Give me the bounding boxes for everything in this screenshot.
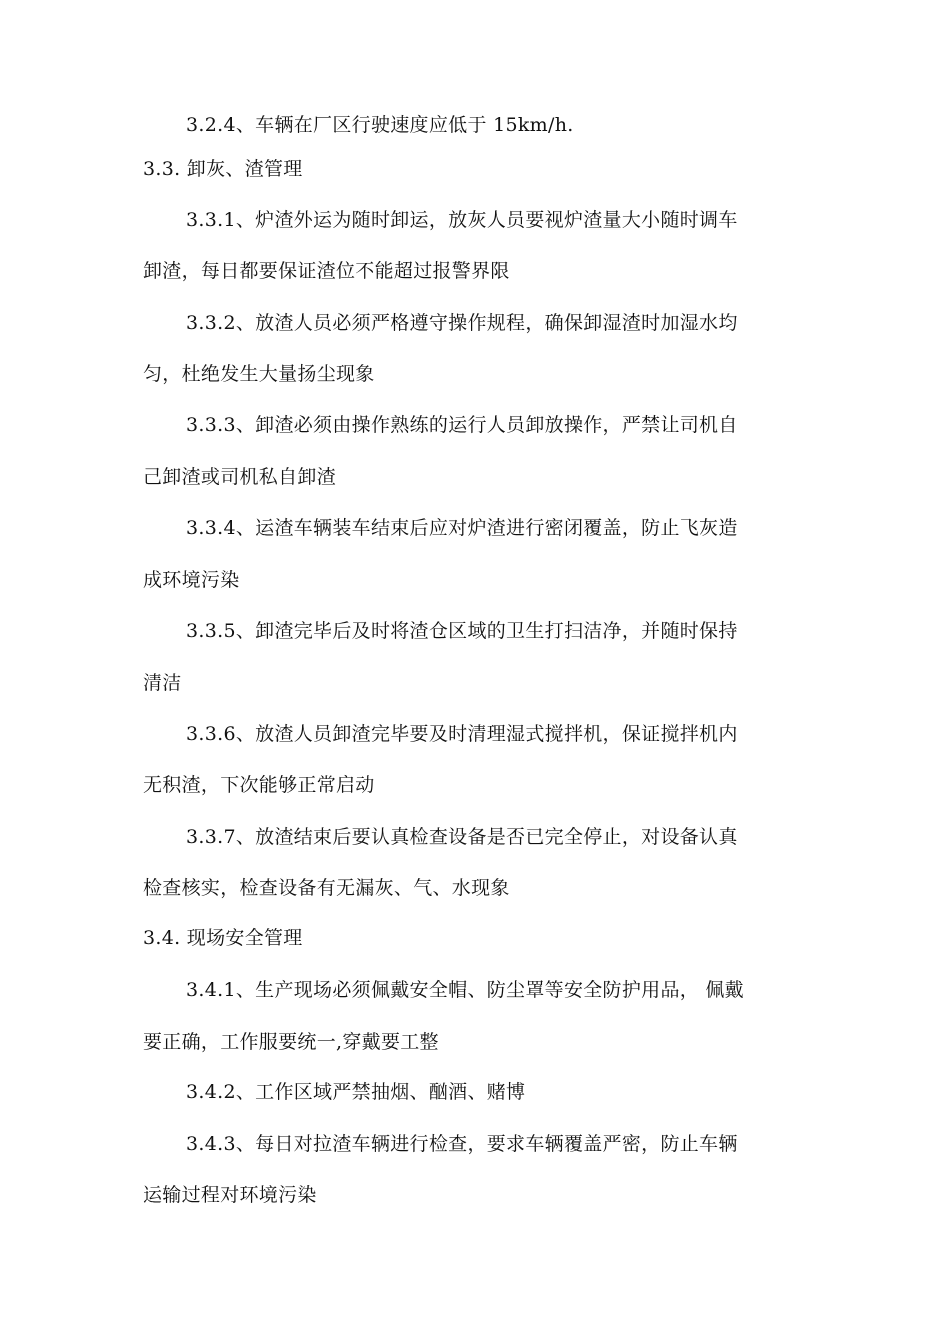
clause-3-4-1-line-2: 要正确，工作服要统一,穿戴要工整 bbox=[143, 1031, 439, 1053]
clause-3-3-1-line-1: 3.3.1、炉渣外运为随时卸运，放灰人员要视炉渣量大小随时调车 bbox=[186, 209, 738, 231]
clause-3-3-3-line-1: 3.3.3、卸渣必须由操作熟练的运行人员卸放操作，严禁让司机自 bbox=[186, 414, 738, 436]
clause-3-3-5-line-2: 清洁 bbox=[143, 672, 182, 694]
clause-3-3-2-line-2: 匀，杜绝发生大量扬尘现象 bbox=[143, 363, 375, 385]
clause-3-3-4-line-1: 3.3.4、运渣车辆装车结束后应对炉渣进行密闭覆盖，防止飞灰造 bbox=[186, 517, 738, 539]
clause-3-3-5-line-1: 3.3.5、卸渣完毕后及时将渣仓区域的卫生打扫洁净，并随时保持 bbox=[186, 620, 738, 642]
clause-3-3-3-line-2: 己卸渣或司机私自卸渣 bbox=[143, 466, 337, 488]
clause-3-3-7-line-2: 检查核实，检查设备有无漏灰、气、水现象 bbox=[143, 877, 510, 899]
clause-3-3-7-line-1: 3.3.7、放渣结束后要认真检查设备是否已完全停止，对设备认真 bbox=[186, 826, 738, 848]
clause-3-3-2-line-1: 3.3.2、放渣人员必须严格遵守操作规程，确保卸湿渣时加湿水均 bbox=[186, 312, 738, 334]
clause-3-3-6-line-2: 无积渣，下次能够正常启动 bbox=[143, 774, 375, 796]
clause-3-4-2: 3.4.2、工作区域严禁抽烟、酗酒、赌博 bbox=[186, 1081, 526, 1103]
section-3-4-heading: 3.4. 现场安全管理 bbox=[143, 927, 303, 949]
clause-3-4-3-line-2: 运输过程对环境污染 bbox=[143, 1184, 317, 1206]
clause-3-2-4: 3.2.4、车辆在厂区行驶速度应低于 15km/h. bbox=[186, 114, 574, 136]
clause-3-3-1-line-2: 卸渣，每日都要保证渣位不能超过报警界限 bbox=[143, 260, 510, 282]
section-3-3-heading: 3.3. 卸灰、渣管理 bbox=[143, 158, 303, 180]
clause-3-3-4-line-2: 成环境污染 bbox=[143, 569, 240, 591]
clause-3-4-3-line-1: 3.4.3、每日对拉渣车辆进行检查，要求车辆覆盖严密，防止车辆 bbox=[186, 1133, 738, 1155]
clause-3-4-1-line-1: 3.4.1、生产现场必须佩戴安全帽、防尘罩等安全防护用品， 佩戴 bbox=[186, 979, 744, 1001]
clause-3-3-6-line-1: 3.3.6、放渣人员卸渣完毕要及时清理湿式搅拌机，保证搅拌机内 bbox=[186, 723, 738, 745]
